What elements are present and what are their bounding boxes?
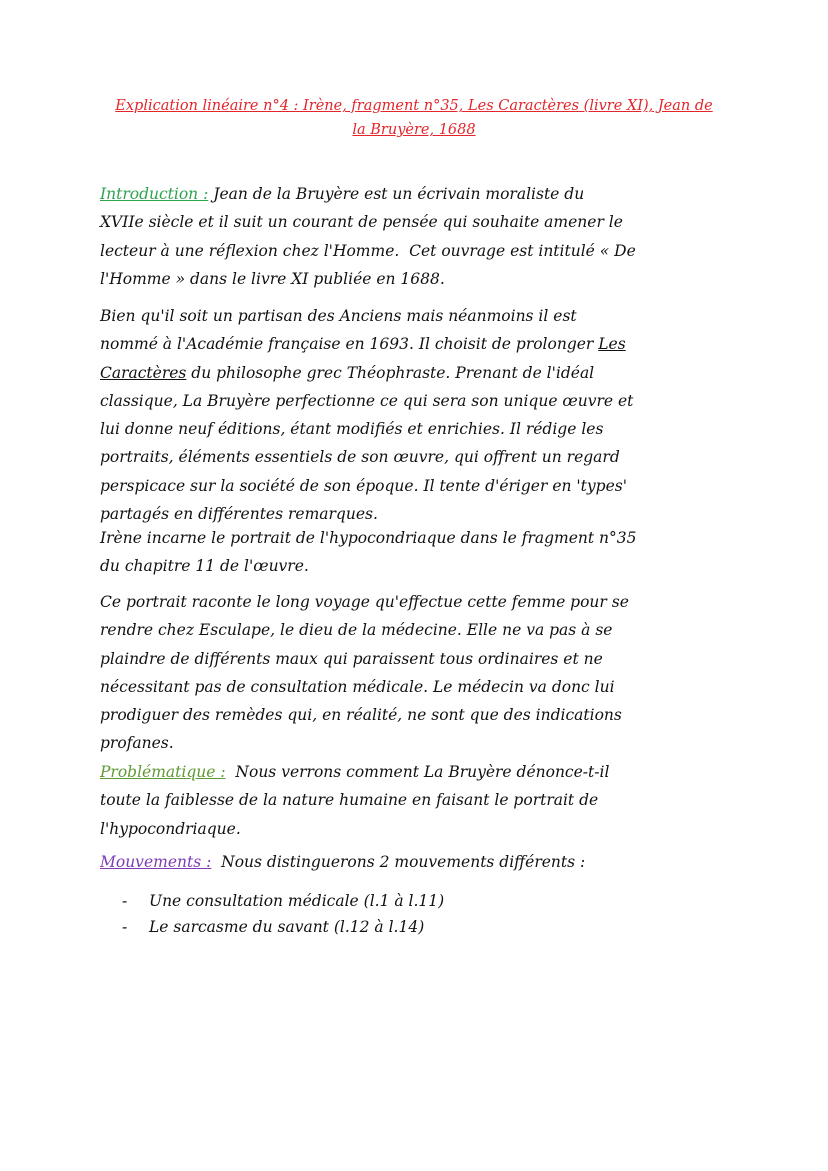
problematique-heading: Problématique : (100, 763, 226, 781)
context-paragraph (100, 302, 740, 528)
text-line: nécessitant pas de consultation médicale. Le médecin va donc lui (100, 677, 615, 696)
introduction-paragraph (100, 180, 740, 293)
text-line: Bien qu'il soit un partisan des Anciens mais néanmoins il est (100, 307, 577, 325)
text-line: Jean de la Bruyère est un écrivain moraliste du (208, 185, 585, 203)
text-line: lui donne neuf éditions, étant modifiés et enrichies. Il rédige les (100, 420, 604, 439)
mouvements-list (122, 888, 444, 940)
mouvements-heading: Mouvements : (100, 853, 212, 871)
text-line: portraits, éléments essentiels de son œuvre, qui offrent un regard (100, 448, 620, 467)
text-line: nommé à l'Académie française en 1693. Il choisit de prolonger (100, 335, 599, 354)
text-line: toute la faiblesse de la nature humaine en faisant le portrait de (100, 791, 599, 810)
irene-paragraph (100, 524, 740, 581)
text-line: classique, La Bruyère perfectionne ce qui sera son unique œuvre et (100, 391, 634, 410)
text-line: Nous verrons comment La Bruyère dénonce-t-il (225, 763, 610, 781)
book-title-underlined: Les (598, 335, 626, 354)
problematique-paragraph (100, 758, 740, 843)
document-title (60, 94, 768, 142)
text-line: Nous distinguerons 2 mouvements différents : (211, 853, 586, 871)
list-item-label: Une consultation médicale (l.1 à l.11) (149, 892, 445, 910)
text-line: du philosophe grec Théophraste. Prenant de l'idéal (186, 363, 595, 382)
text-line: perspicace sur la société de son époque. Il tente d'ériger en 'types' (100, 476, 627, 495)
text-line: l'Homme » dans le livre XI publiée en 1688. (100, 269, 445, 288)
mouvements-paragraph (100, 848, 740, 876)
text-line: partagés en différentes remarques. (100, 505, 378, 524)
text-line: plaindre de différents maux qui paraissent tous ordinaires et ne (100, 649, 603, 668)
dash-bullet: - (122, 918, 128, 936)
introduction-heading: Introduction : (100, 185, 209, 203)
text-line: profanes. (100, 734, 174, 753)
list-item (122, 914, 444, 940)
title-line: Explication linéaire n°4 : Irène, fragment n°35, Les Caractères (livre XI), Jean de (115, 98, 713, 114)
text-line: XVIIe siècle et il suit un courant de pensée qui souhaite amener le (100, 213, 623, 232)
dash-bullet: - (122, 892, 128, 910)
list-item-label: Le sarcasme du savant (l.12 à l.14) (149, 918, 425, 936)
text-line: lecteur à une réflexion chez l'Homme. Cet ouvrage est intitulé « De (100, 241, 636, 260)
summary-paragraph (100, 588, 740, 758)
text-line: prodiguer des remèdes qui, en réalité, ne sont que des indications (100, 706, 622, 725)
text-line: Ce portrait raconte le long voyage qu'effectue cette femme pour se (100, 593, 629, 611)
title-line: la Bruyère, 1688 (352, 122, 476, 138)
text-line: rendre chez Esculape, le dieu de la médecine. Elle ne va pas à se (100, 621, 613, 640)
text-line: l'hypocondriaque. (100, 819, 241, 838)
text-line: Irène incarne le portrait de l'hypocondriaque dans le fragment n°35 (100, 529, 637, 547)
list-item (122, 888, 444, 914)
book-title-underlined: Caractères (100, 363, 187, 382)
text-line: du chapitre 11 de l'œuvre. (100, 557, 309, 576)
